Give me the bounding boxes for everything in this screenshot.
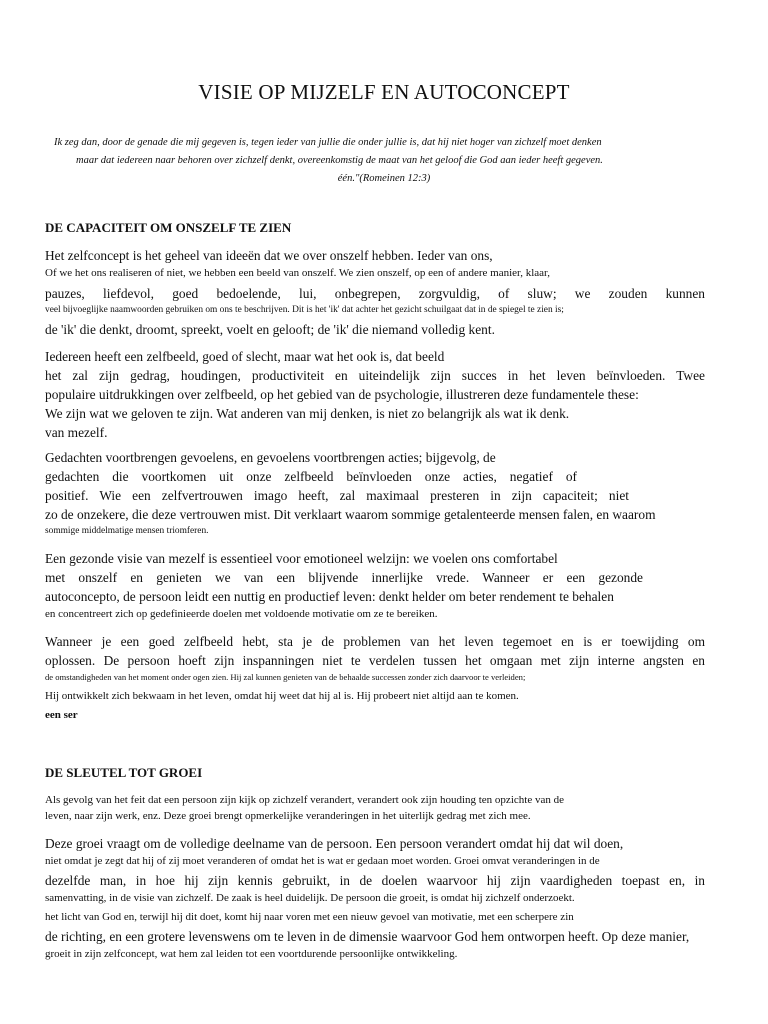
- text-line: Een gezonde visie van mezelf is essentieel voor emotioneel welzijn: we voelen ons comfortabel: [45, 551, 558, 566]
- text-line: oplossen. De persoon hoeft zijn inspanningen niet te verdelen tussen het omgaan met zijn interne angsten en: [45, 653, 705, 668]
- text-line: de richting, en een grotere levenswens om te leven in de dimensie waarvoor God hem ontworpen heeft. Op deze manier,: [45, 929, 690, 944]
- paragraph: [45, 549, 705, 622]
- quote-line: Ik zeg dan, door de genade die mij gegeven is, tegen ieder van jullie die onder jullie is, dat hij niet hoger van zichzelf moet denken: [54, 137, 602, 148]
- text-line: een ser: [45, 709, 78, 721]
- text-line: Gedachten voortbrengen gevoelens, en gevoelens voortbrengen acties; bijgevolg, de: [45, 450, 496, 465]
- text-line: veel bijvoeglijke naamwoorden gebruiken om ons te beschrijven. Dit is het 'ik' dat achter het gezicht schuilgaat dat in de spiegel te zien is;: [45, 305, 564, 315]
- paragraph: [45, 347, 705, 442]
- paragraph: [45, 792, 705, 824]
- text-line: Deze groei vraagt om de volledige deelname van de persoon. Een persoon verandert omdat hij dat wil doen,: [45, 836, 624, 851]
- text-line: niet omdat je zegt dat hij of zij moet veranderen of omdat het is wat er gedaan moet worden. Groei omvat veranderingen in de: [45, 855, 600, 867]
- text-line: We zijn wat we geloven te zijn. Wat anderen van mij denken, is niet zo belangrijk als wat ik denk.: [45, 406, 570, 421]
- text-line: en concentreert zich op gedefinieerde doelen met voldoende motivatie om ze te bereiken.: [45, 608, 438, 620]
- text-line: leven, naar zijn werk, enz. Deze groei brengt opmerkelijke veranderingen in het uiterlijk gedrag met zich mee.: [45, 810, 531, 822]
- text-line: autoconcepto, de persoon leidt een nuttig en productief leven: denkt helder om beter rendement te behalen: [45, 589, 614, 604]
- text-line: groeit in zijn zelfconcept, wat hem zal leiden tot een voortdurende persoonlijke ontwikkeling.: [45, 948, 458, 960]
- text-line: de 'ik' die denkt, droomt, spreekt, voelt en gelooft; de 'ik' die niemand volledig kent.: [45, 322, 495, 337]
- text-line: van mezelf.: [45, 425, 108, 440]
- text-line: positief. Wie een zelfvertrouwen imago heeft, zal maximaal presteren in zijn capaciteit; niet: [45, 488, 629, 503]
- text-line: dezelfde man, in hoe hij zijn kennis gebruikt, in de doelen waarvoor hij zijn vaardigheden toepast en, in: [45, 873, 705, 888]
- paragraph: [45, 834, 705, 962]
- text-line: zo de onzekere, die deze vertrouwen mist. Dit verklaart waarom sommige getalenteerde mensen falen, en waarom: [45, 507, 656, 522]
- paragraph: [45, 632, 705, 723]
- quote-line: maar dat iedereen naar behoren over zichzelf denkt, overeenkomstig de maat van het geloof die God aan ieder heeft gegeven.: [76, 155, 603, 166]
- document-title: VISIE OP MIJZELF EN AUTOCONCEPT: [198, 80, 570, 104]
- section-heading-capaciteit: DE CAPACITEIT OM ONSZELF TE ZIEN: [45, 220, 292, 235]
- paragraph: [45, 246, 705, 339]
- text-line: Als gevolg van het feit dat een persoon zijn kijk op zichzelf verandert, verandert ook zijn houding ten opzichte van de: [45, 794, 564, 806]
- text-line: gedachten die voortkomen uit onze zelfbeeld beïnvloeden onze acties, negatief of: [45, 469, 577, 484]
- text-line: het zal zijn gedrag, houdingen, productiviteit en uiteindelijk zijn succes in het leven beïnvloeden. Twee: [45, 368, 705, 383]
- text-line: de omstandigheden van het moment onder ogen zien. Hij zal kunnen genieten van de behaalde successen zonder zich daarvoor te verleiden;: [45, 672, 526, 682]
- text-line: populaire uitdrukkingen over zelfbeeld, op het gebied van de psychologie, illustreren deze fundamentele these:: [45, 387, 639, 402]
- text-line: Of we het ons realiseren of niet, we hebben een beeld van onszelf. We zien onszelf, op een of andere manier, klaar,: [45, 267, 551, 279]
- text-line: het licht van God en, terwijl hij dit doet, komt hij naar voren met een nieuw gevoel van motivatie, met een scherpere zin: [45, 911, 574, 923]
- bible-quote: [30, 134, 738, 188]
- text-line: Iedereen heeft een zelfbeeld, goed of slecht, maar wat het ook is, dat beeld: [45, 349, 445, 364]
- text-line: Wanneer je een goed zelfbeeld hebt, sta je de problemen van het leven tegemoet en is er toewijding om: [45, 634, 705, 649]
- paragraph: [45, 448, 705, 538]
- quote-reference: één."(Romeinen 12:3): [337, 173, 431, 184]
- text-line: met onszelf en genieten we van een blijvende innerlijke vrede. Wanneer er een gezonde: [45, 570, 643, 585]
- text-line: Hij ontwikkelt zich bekwaam in het leven, omdat hij weet dat hij al is. Hij probeert niet altijd aan te komen.: [45, 690, 519, 702]
- text-line: sommige middelmatige mensen triomferen.: [45, 526, 209, 536]
- text-line: samenvatting, in de visie van zichzelf. De zaak is heel duidelijk. De persoon die groeit, is omdat hij zichzelf onderzoekt.: [45, 892, 575, 904]
- text-line: pauzes, liefdevol, goed bedoelende, lui, onbegrepen, zorgvuldig, of sluw; we zouden kunnen: [45, 286, 705, 301]
- section-heading-groei: DE SLEUTEL TOT GROEI: [45, 765, 203, 780]
- text-line: Het zelfconcept is het geheel van ideeën dat we over onszelf hebben. Ieder van ons,: [45, 248, 493, 263]
